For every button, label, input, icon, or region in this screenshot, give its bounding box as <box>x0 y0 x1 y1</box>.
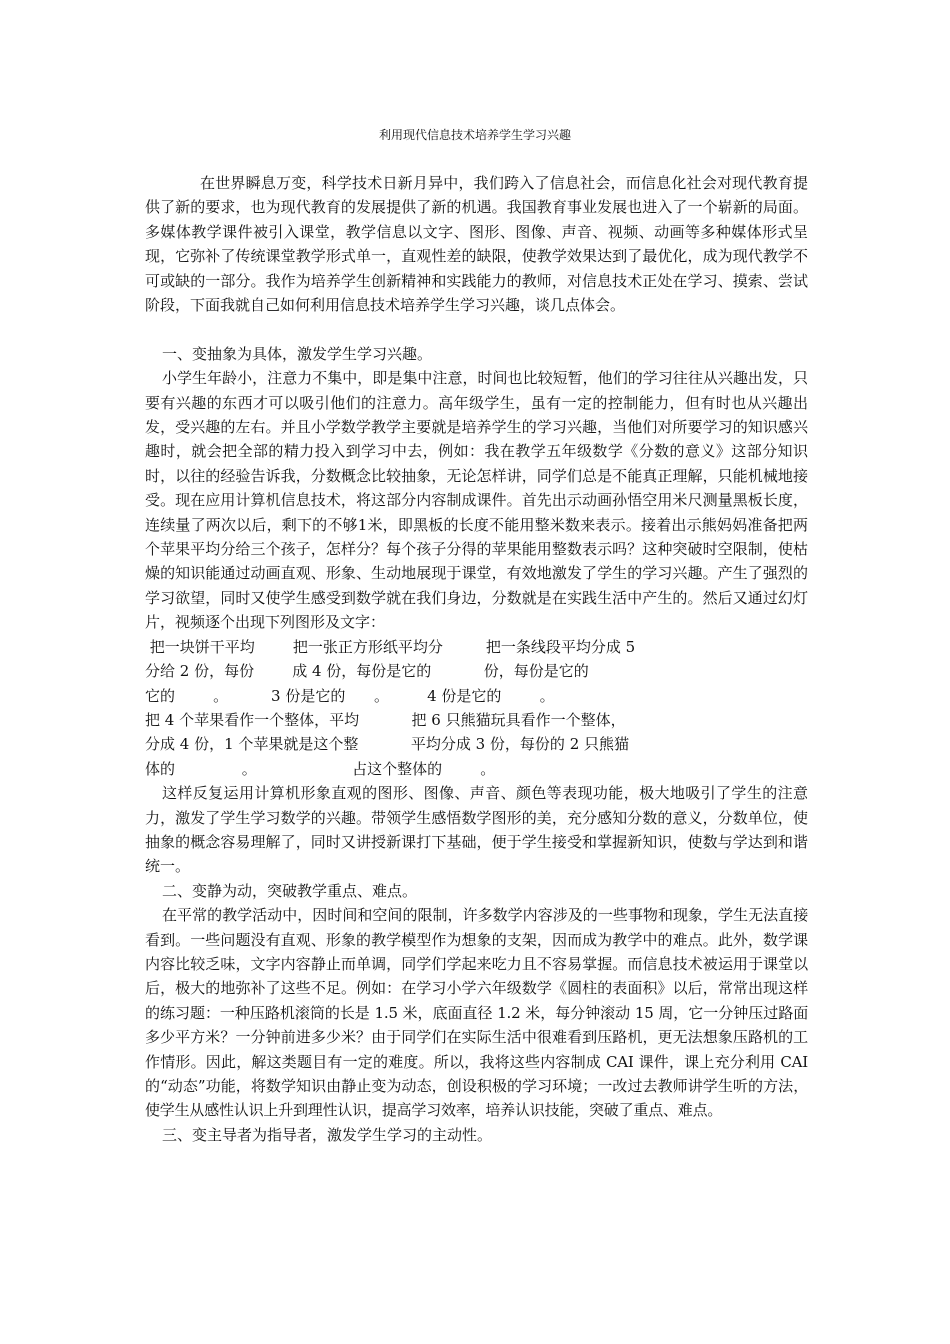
figure-text-line-3: 它的 。 3 份是它的 。 4 份是它的 。 <box>145 686 555 705</box>
section1-heading: 一、变抽象为具体，激发学生学习兴趣。 <box>162 344 433 363</box>
figure-text-line-1: 把一块饼干平均 把一张正方形纸平均分 把一条线段平均分成 5 <box>145 637 636 656</box>
section2-heading: 二、变静为动，突破教学重点、难点。 <box>162 881 418 900</box>
blank-line <box>145 317 808 341</box>
section1-closing-paragraph: 这样反复运用计算机形象直观的图形、图像、声音、颜色等表现功能，极大地吸引了学生的注意力，激发了学生学习数学的兴趣。带领学生感悟数学图形的美，充分感知分数的意义，分数单位，使抽象的概念容易理解了，同时又讲授新课打下基础，便于学生接受和掌握新知识，使数与学达到和谐统一。 <box>145 784 808 876</box>
figure-text-line-2: 分给 2 份，每份 成 4 份，每份是它的 份，每份是它的 <box>145 662 589 681</box>
figure-text-line-5: 分成 4 份，1 个苹果就是这个整 平均分成 3 份，每份的 2 只熊猫 <box>145 735 630 754</box>
section2-paragraph: 在平常的教学活动中，因时间和空间的限制，许多数学内容涉及的一些事物和现象，学生无法直接看到。一些问题没有直观、形象的教学模型作为想象的支架，因而成为教学中的难点。此外，数学课内容比较乏味，文字内容静止而单调，同学们学起来吃力且不容易掌握。而信息技术被运用于课堂以后，极大的地弥补了这些不足。例如：在学习小学六年级数学《圆柱的表面积》以后，常常出现这样的练习题：一种压路机滚筒的长是 1.5 米，底面直径 1.2 米，每分钟滚动 15 周，它一分钟压过路面多少平方米？一分钟前进多少米？由于同学们在实际生活中很难看到压路机，更无法想象压路机的工作情形。因此，解这类题目有一定的难度。所以，我将这些内容制成 CAI 课件，课上充分利用 CAI 的“动态”功能，将数学知识由静止变为动态，创设积极的学习环境；一改过去教师讲学生听的方法，使学生从感性认识上升到理性认识，提高学习效率，培养认识技能，突破了重点、难点。 <box>145 906 808 1120</box>
document-body <box>145 171 808 1147</box>
document-title: 利用现代信息技术培养学生学习兴趣 <box>378 128 571 142</box>
figure-text-line-6: 体的 。 占这个整体的 。 <box>145 759 496 778</box>
figure-text-line-4: 把 4 个苹果看作一个整体，平均 把 6 只熊猫玩具看作一个整体， <box>145 710 626 729</box>
section3-heading: 三、变主导者为指导者，激发学生学习的主动性。 <box>162 1125 493 1144</box>
section1-paragraph: 小学生年龄小，注意力不集中，即是集中注意，时间也比较短暂，他们的学习往往从兴趣出发，只要有兴趣的东西才可以吸引他们的注意力。高年级学生，虽有一定的控制能力，但有时也从兴趣出发，受兴趣的左右。并且小学数学教学主要就是培养学生的学习兴趣，当他们对所要学习的知识感兴趣时，就会把全部的精力投入到学习中去，例如：我在教学五年级数学《分数的意义》这部分知识时，以往的经验告诉我，分数概念比较抽象，无论怎样讲，同学们总是不能真正理解，只能机械地接受。现在应用计算机信息技术，将这部分内容制成课件。首先出示动画孙悟空用米尺测量黑板长度，连续量了两次以后，剩下的不够1米，即黑板的长度不能用整米数来表示。接着出示熊妈妈准备把两个苹果平均分给三个孩子，怎样分？每个孩子分得的苹果能用整数表示吗？这种突破时空限制，使枯燥的知识能通过动画直观、形象、生动地展现于课堂，有效地激发了学生的学习兴趣。产生了强烈的学习欲望，同时又使学生感受到数学就在我们身边，分数就是在实践生活中产生的。然后又通过幻灯片，视频逐个出现下列图形及文字： <box>145 369 808 632</box>
intro-paragraph: 在世界瞬息万变，科学技术日新月异中，我们跨入了信息社会，而信息化社会对现代教育提供了新的要求，也为现代教育的发展提供了新的机遇。我国教育事业发展也进入了一个崭新的局面。多媒体教学课件被引入课堂，教学信息以文字、图形、图像、声音、视频、动画等多种媒体形式呈现，它弥补了传统课堂教学形式单一，直观性差的缺限，使教学效果达到了最优化，成为现代教学不可或缺的一部分。我作为培养学生创新精神和实践能力的教师，对信息技术正处在学习、摸索、尝试阶段，下面我就自己如何利用信息技术培养学生学习兴趣，谈几点体会。 <box>145 174 808 315</box>
